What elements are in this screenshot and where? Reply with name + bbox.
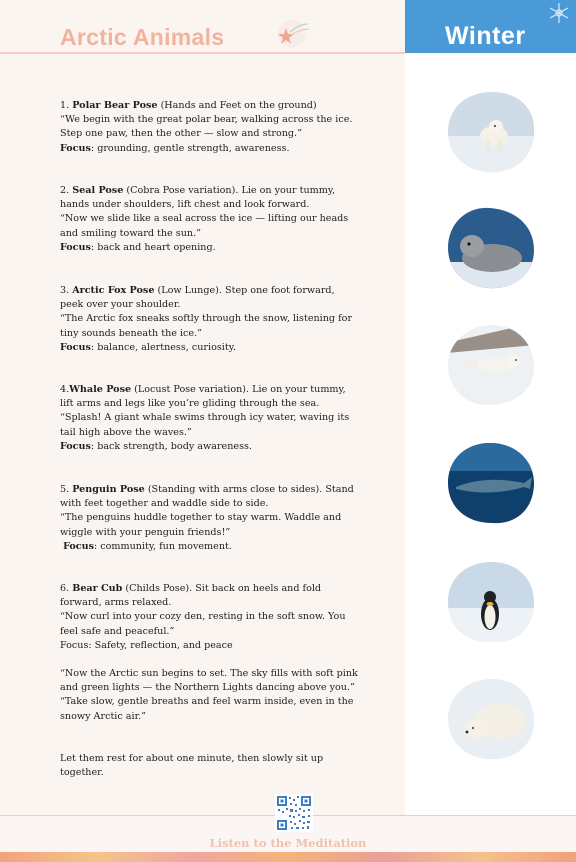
focus-text: : community, fun movement. [93,540,232,552]
pose-block-6 [60,582,360,653]
pose-number: 4. [60,384,70,395]
pose-number: 2. [60,185,70,196]
penguin-photo [446,560,536,644]
pose-number: 1. [60,100,70,111]
arctic-fox-photo [446,323,536,407]
polar-bear-photo [446,90,536,174]
pose-variation: (Standing with arms close to sides). Stand with feet together and waddle side to side. [60,484,354,510]
pose-name: Arctic Fox Pose [72,285,155,296]
focus-text: : back strength, body awareness. [90,440,252,452]
pose-number: 5. [60,484,70,495]
focus-text: : balance, alertness, curiosity. [90,341,236,353]
focus-label: Focus [60,142,91,154]
pose-variation: (Low Lunge). Step one foot forward, peek over your shoulder. [60,285,335,311]
pose-block-2 [60,184,360,255]
pose-name: Bear Cub [72,583,123,594]
pose-block-4 [60,383,360,454]
focus-text: Focus: Safety, reflection, and peace [60,639,233,651]
focus-text: : back and heart opening. [90,241,216,253]
pose-variation: (Childs Pose). Sit back on heels and fold forward, arms relaxed. [60,583,322,609]
listen-to-meditation-link[interactable]: Listen to the Meditation [209,836,367,850]
closing-block [60,667,360,724]
season-title: Winter [445,22,526,50]
rest-text: Let them rest for about one minute, then slowly sit up together. [60,753,324,779]
rest-instruction [60,752,360,780]
pose-variation: (Locust Pose variation). Lie on your tummy, lift arms and legs like you’re gliding through the sea. [60,384,346,410]
flower-border [0,852,576,862]
pose-variation: (Cobra Pose variation). Lie on your tummy, hands under shoulders, lift chest and look forward. [60,185,336,211]
pose-block-5 [60,483,360,554]
focus-label: Focus [63,540,94,552]
qr-code-icon[interactable] [275,794,313,832]
focus-label: Focus [60,440,91,452]
polar-bear-cub-photo [446,677,536,761]
pose-script: “We begin with the great polar bear, walking across the ice. Step one paw, then the other — slow and strong.” [60,114,353,140]
snowflake-icon [548,2,570,24]
pose-script: “Splash! A giant whale swims through icy water, waving its tail high above the waves.” [60,412,350,438]
title-divider [0,52,405,54]
pose-variation: (Hands and Feet on the ground) [157,100,317,111]
pose-name: Seal Pose [72,185,124,196]
pose-script: “Now we slide like a seal across the ice — lifting our heads and smiling toward the sun.” [60,213,349,239]
focus-label: Focus [60,241,91,253]
pose-script: “The Arctic fox sneaks softly through the snow, listening for tiny sounds beneath the ice.” [60,313,353,339]
pose-name: Penguin Pose [72,484,145,495]
pose-name: Whale Pose [69,384,132,395]
page-title: Arctic Animals [60,24,225,50]
focus-label: Focus [60,341,91,353]
closing-script: “Take slow, gentle breaths and feel warm inside, even in the snowy Arctic air.” [60,696,354,722]
seal-photo [446,206,536,290]
focus-text: : grounding, gentle strength, awareness. [90,142,290,154]
pose-block-3 [60,284,360,355]
shooting-star-icon [272,18,312,50]
pose-number: 6. [60,583,70,594]
pose-name: Polar Bear Pose [72,100,158,111]
closing-script: “Now the Arctic sun begins to set. The sky fills with soft pink and green lights — the Northern Lights dancing above you.” [60,668,358,694]
pose-number: 3. [60,285,70,296]
pose-script: “The penguins huddle together to stay warm. Waddle and wiggle with your penguin friends!” [60,512,342,538]
pose-block-1 [60,99,360,156]
whale-photo [446,441,536,525]
pose-script: “Now curl into your cozy den, resting in the soft snow. You feel safe and peaceful.” [60,611,346,637]
